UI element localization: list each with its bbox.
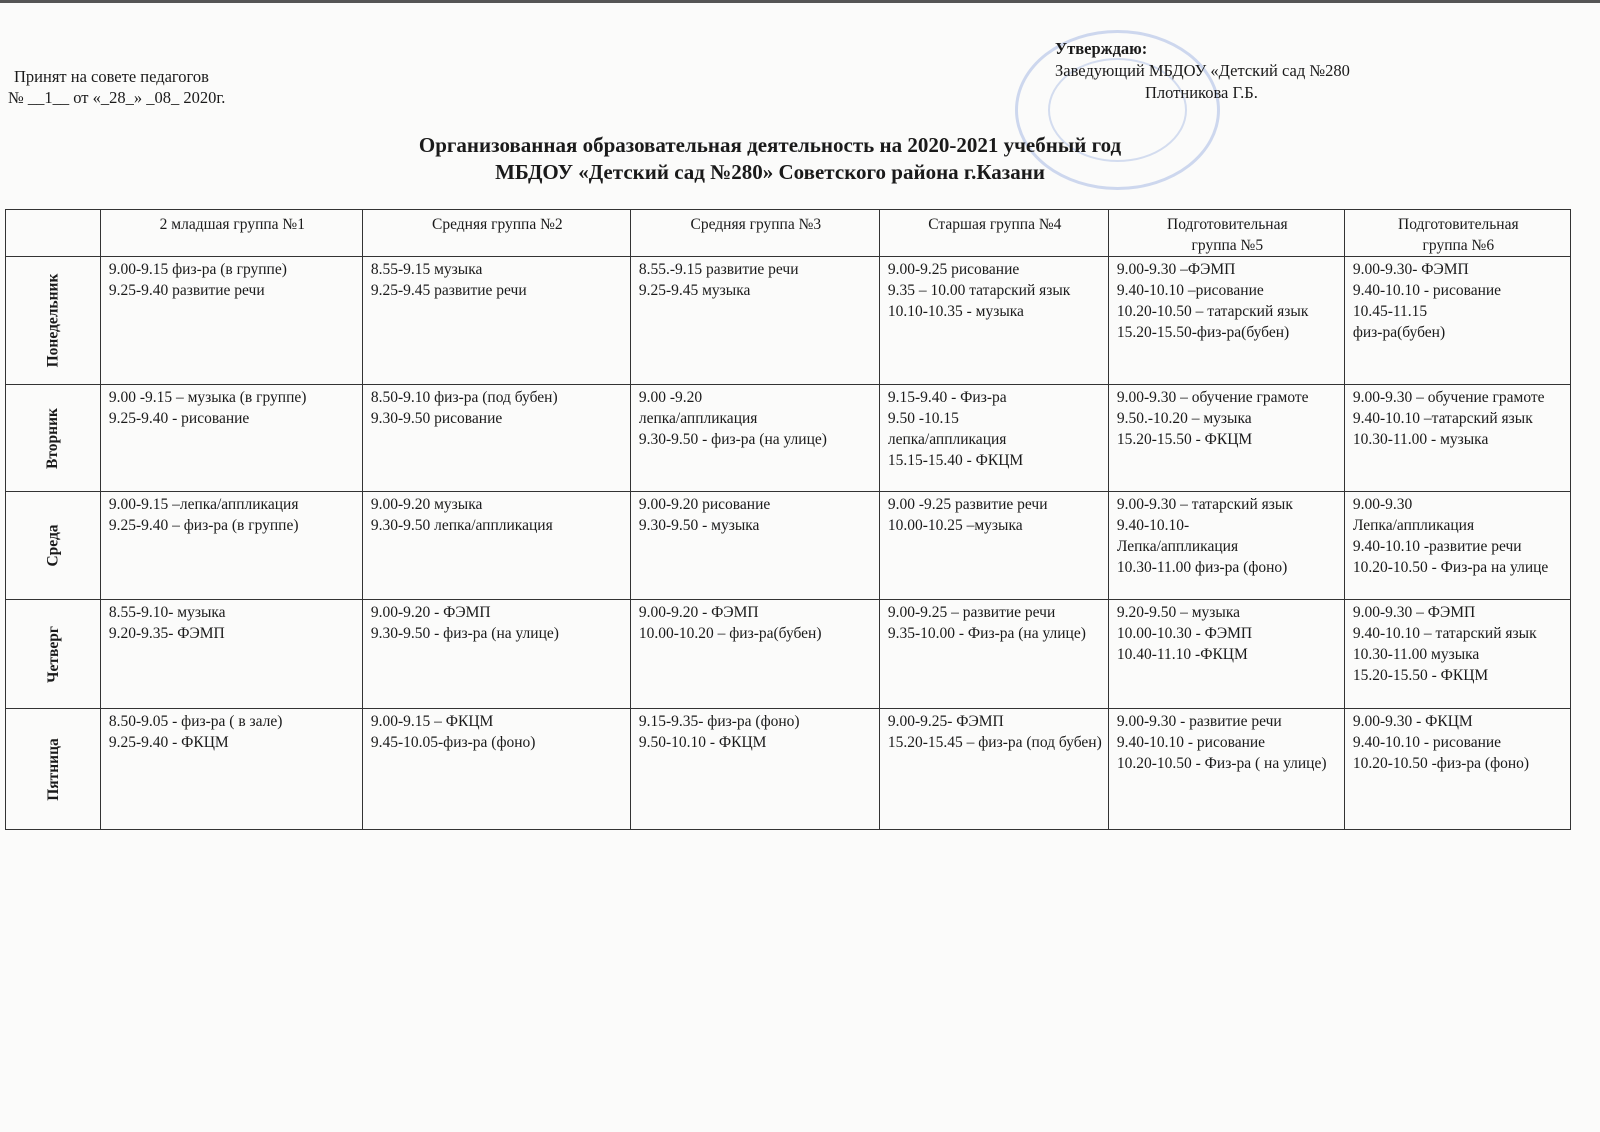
schedule-cell: 9.00-9.30 –ФЭМП 9.40-10.10 –рисование 10.20-10.50 – татарский язык 15.20-15.50-физ-ра(бубен): [1108, 257, 1344, 385]
schedule-cell: 9.00-9.30 - ФКЦМ 9.40-10.10 - рисование 10.20-10.50 -физ-ра (фоно): [1344, 709, 1570, 830]
table-row: [6, 709, 1571, 830]
schedule-cell: 9.00 -9.25 развитие речи 10.00-10.25 –музыка: [879, 492, 1108, 600]
table-row: [6, 385, 1571, 492]
schedule-cell: 9.00-9.15 физ-ра (в группе) 9.25-9.40 развитие речи: [100, 257, 362, 385]
approval-block: [1055, 38, 1350, 104]
adoption-line-2: № __1__ от «_28_» _08_ 2020г.: [8, 88, 226, 107]
schedule-table: [5, 209, 1571, 830]
schedule-cell: 9.00-9.20 музыка 9.30-9.50 лепка/аппликация: [362, 492, 630, 600]
title-line-1: Организованная образовательная деятельность на 2020-2021 учебный год: [418, 133, 1122, 157]
scan-edge: [0, 0, 1600, 3]
day-label: Пятница: [44, 737, 62, 801]
schedule-cell: 9.00-9.30 – ФЭМП 9.40-10.10 – татарский язык 10.30-11.00 музыка 15.20-15.50 - ФКЦМ: [1344, 600, 1570, 709]
schedule-cell: 9.00-9.25- ФЭМП 15.20-15.45 – физ-ра (под бубен): [879, 709, 1108, 830]
schedule-cell: 9.00-9.30 - развитие речи 9.40-10.10 - рисование 10.20-10.50 - Физ-ра ( на улице): [1108, 709, 1344, 830]
schedule-cell: 9.00-9.20 рисование 9.30-9.50 - музыка: [630, 492, 879, 600]
schedule-cell: 8.55-9.10- музыка 9.20-9.35- ФЭМП: [100, 600, 362, 709]
column-header: Подготовительная группа №6: [1344, 210, 1570, 257]
table-header-row: [6, 210, 1571, 257]
table-row: [6, 257, 1571, 385]
adoption-line-1: Принят на совете педагогов: [14, 67, 209, 86]
schedule-cell: 9.00-9.15 –лепка/аппликация 9.25-9.40 – физ-ра (в группе): [100, 492, 362, 600]
schedule-cell: 8.55.-9.15 развитие речи 9.25-9.45 музыка: [630, 257, 879, 385]
schedule-cell: 9.00-9.30- ФЭМП 9.40-10.10 - рисование 10.45-11.15 физ-ра(бубен): [1344, 257, 1570, 385]
title-line-2: МБДОУ «Детский сад №280» Советского района г.Казани: [495, 160, 1045, 184]
column-header: Старшая группа №4: [879, 210, 1108, 257]
column-header: 2 младшая группа №1: [100, 210, 362, 257]
schedule-cell: 9.00 -9.15 – музыка (в группе) 9.25-9.40 - рисование: [100, 385, 362, 492]
day-cell: [6, 709, 101, 830]
schedule-cell: 9.00-9.15 – ФКЦМ 9.45-10.05-физ-ра (фоно): [362, 709, 630, 830]
document-title: [0, 132, 1540, 186]
schedule-cell: 9.00 -9.20 лепка/аппликация 9.30-9.50 - физ-ра (на улице): [630, 385, 879, 492]
schedule-cell: 9.00-9.20 - ФЭМП 10.00-10.20 – физ-ра(бубен): [630, 600, 879, 709]
schedule-cell: 9.20-9.50 – музыка 10.00-10.30 - ФЭМП 10.40-11.10 -ФКЦМ: [1108, 600, 1344, 709]
approval-heading: Утверждаю:: [1055, 39, 1148, 58]
day-cell: [6, 492, 101, 600]
day-label: Среда: [44, 524, 62, 567]
schedule-cell: 9.00-9.30 – обучение грамоте 9.50.-10.20 – музыка 15.20-15.50 - ФКЦМ: [1108, 385, 1344, 492]
approval-position: Заведующий МБДОУ «Детский сад №280: [1055, 61, 1350, 80]
column-header: Средняя группа №2: [362, 210, 630, 257]
schedule-cell: 9.00-9.30 – обучение грамоте 9.40-10.10 –татарский язык 10.30-11.00 - музыка: [1344, 385, 1570, 492]
schedule-cell: 9.00-9.30 Лепка/аппликация 9.40-10.10 -развитие речи 10.20-10.50 - Физ-ра на улице: [1344, 492, 1570, 600]
schedule-cell: 8.50-9.10 физ-ра (под бубен) 9.30-9.50 рисование: [362, 385, 630, 492]
corner-cell: [6, 210, 101, 257]
schedule-cell: 9.15-9.40 - Физ-ра 9.50 -10.15 лепка/аппликация 15.15-15.40 - ФКЦМ: [879, 385, 1108, 492]
day-label: Четверг: [44, 625, 62, 683]
column-header: Средняя группа №3: [630, 210, 879, 257]
schedule-cell: 9.00-9.25 рисование 9.35 – 10.00 татарский язык 10.10-10.35 - музыка: [879, 257, 1108, 385]
day-cell: [6, 385, 101, 492]
day-label: Понедельник: [44, 273, 62, 368]
schedule-cell: 9.00-9.20 - ФЭМП 9.30-9.50 - физ-ра (на улице): [362, 600, 630, 709]
table-row: [6, 600, 1571, 709]
schedule-cell: 8.55-9.15 музыка 9.25-9.45 развитие речи: [362, 257, 630, 385]
day-cell: [6, 257, 101, 385]
table-row: [6, 492, 1571, 600]
schedule-cell: 9.15-9.35- физ-ра (фоно) 9.50-10.10 - ФКЦМ: [630, 709, 879, 830]
day-label: Вторник: [44, 407, 62, 469]
adoption-note: [8, 66, 225, 108]
approval-signatory: Плотникова Г.Б.: [1145, 83, 1258, 102]
schedule-cell: 9.00-9.25 – развитие речи 9.35-10.00 - Физ-ра (на улице): [879, 600, 1108, 709]
schedule-cell: 9.00-9.30 – татарский язык 9.40-10.10- Лепка/аппликация 10.30-11.00 физ-ра (фоно): [1108, 492, 1344, 600]
schedule-cell: 8.50-9.05 - физ-ра ( в зале) 9.25-9.40 - ФКЦМ: [100, 709, 362, 830]
column-header: Подготовительная группа №5: [1108, 210, 1344, 257]
day-cell: [6, 600, 101, 709]
